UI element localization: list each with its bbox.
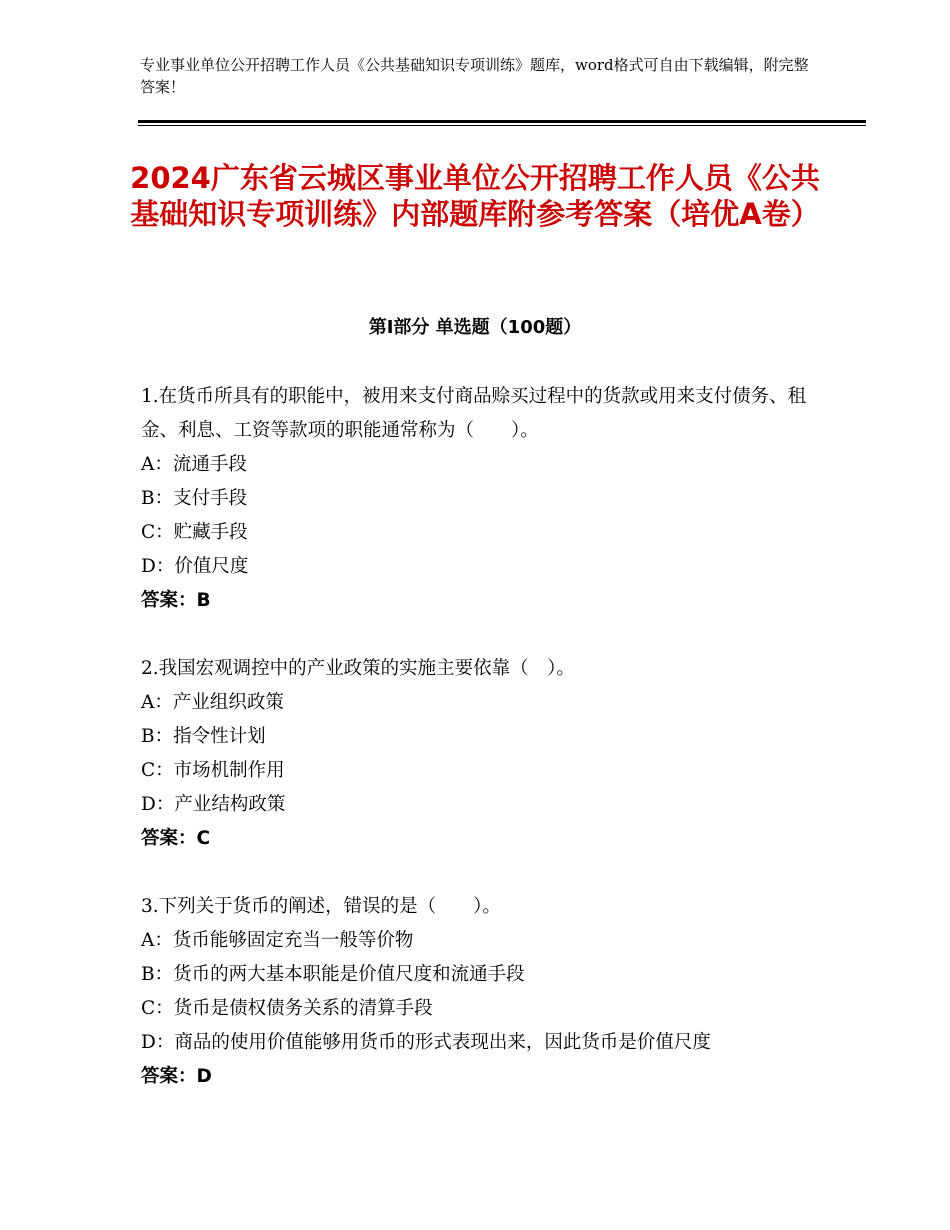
option-a: A：产业组织政策 <box>141 692 284 713</box>
question-3 <box>141 890 821 1094</box>
question-stem: 3.下列关于货币的阐述，错误的是（ ）。 <box>141 896 501 917</box>
option-c: C：货币是债权债务关系的清算手段 <box>141 998 433 1019</box>
header-note: 专业事业单位公开招聘工作人员《公共基础知识专项训练》题库，word格式可自由下载编辑，附完整答案！ <box>140 56 809 96</box>
option-c: C：贮藏手段 <box>141 522 248 543</box>
header-divider <box>138 120 866 126</box>
answer: 答案：B <box>141 590 211 611</box>
option-d: D：价值尺度 <box>141 556 249 577</box>
option-d: D：产业结构政策 <box>141 794 286 815</box>
answer: 答案：C <box>141 828 211 849</box>
question-stem: 1.在货币所具有的职能中，被用来支付商品赊买过程中的货款或用来支付债务、租金、利息、工资等款项的职能通常称为（ ）。 <box>141 386 807 441</box>
question-stem: 2.我国宏观调控中的产业政策的实施主要依靠（ ）。 <box>141 658 575 679</box>
section-title: 第Ⅰ部分 单选题（100题） <box>368 317 582 338</box>
question-2 <box>141 652 821 856</box>
question-1 <box>141 380 821 618</box>
option-d: D：商品的使用价值能够用货币的形式表现出来，因此货币是价值尺度 <box>141 1032 711 1053</box>
option-b: B：指令性计划 <box>141 726 266 747</box>
option-a: A：流通手段 <box>141 454 247 475</box>
document-title: 2024广东省云城区事业单位公开招聘工作人员《公共基础知识专项训练》内部题库附参考答案（培优A卷） <box>130 161 820 231</box>
answer: 答案：D <box>141 1066 212 1087</box>
option-c: C：市场机制作用 <box>141 760 285 781</box>
question-list <box>141 380 821 1128</box>
option-b: B：货币的两大基本职能是价值尺度和流通手段 <box>141 964 525 985</box>
option-a: A：货币能够固定充当一般等价物 <box>141 930 414 951</box>
option-b: B：支付手段 <box>141 488 248 509</box>
